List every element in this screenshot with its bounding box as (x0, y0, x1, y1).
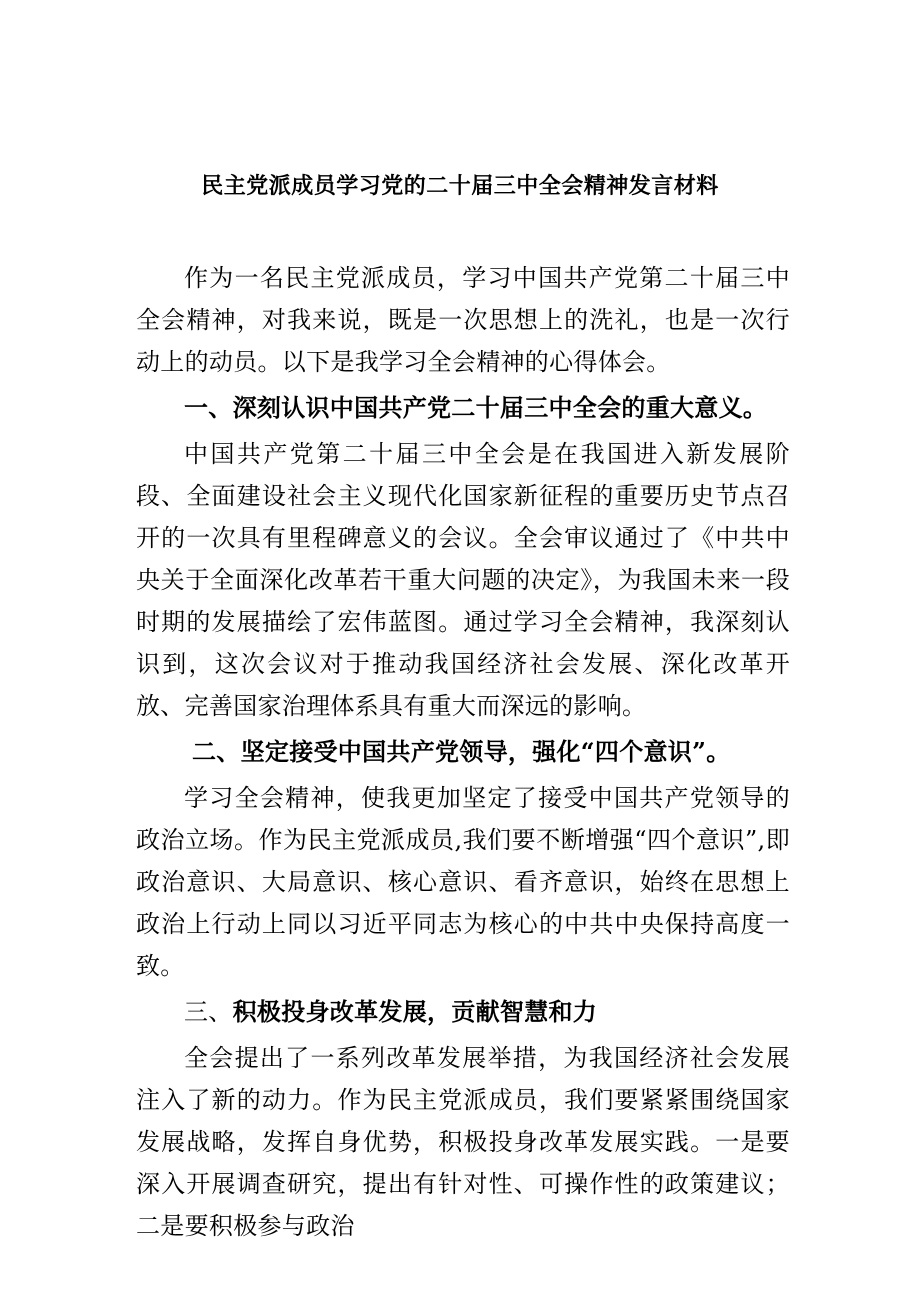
intro-paragraph: 作为一名民主党派成员，学习中国共产党第二十届三中全会精神，对我来说，既是一次思想上的洗礼，也是一次行动上的动员。以下是我学习全会精神的心得体会。 (136, 264, 790, 376)
section-heading-3-prefix: 三、 (184, 998, 233, 1026)
document-body (136, 257, 790, 1247)
section-2-paragraph: 学习全会精神，使我更加坚定了接受中国共产党领导的政治立场。作为民主党派成员,我们要不断增强“四个意识”,即政治意识、大局意识、核心意识、看齐意识，始终在思想上政治上行动上同以习近平同志为核心的中共中央保持高度一致。 (136, 784, 790, 980)
section-3-paragraph: 全会提出了一系列改革发展举措，为我国经济社会发展注入了新的动力。作为民主党派成员，我们要紧紧围绕国家发展战略，发挥自身优势，积极投身改革发展实践。一是要深入开展调查研究，提出有针对性、可操作性的政策建议；二是要积极参与政治 (136, 1044, 790, 1240)
document-title: 民主党派成员学习党的二十届三中全会精神发言材料 (201, 173, 719, 199)
section-heading-2: 二、坚定接受中国共产党领导，强化“四个意识”。 (192, 737, 731, 766)
section-heading-3-text: 积极投身改革发展，贡献智慧和力 (232, 997, 598, 1026)
section-heading-1: 一、深刻认识中国共产党二十届三中全会的重大意义。 (184, 393, 768, 422)
section-1-paragraph: 中国共产党第二十届三中全会是在我国进入新发展阶段、全面建设社会主义现代化国家新征程的重要历史节点召开的一次具有里程碑意义的会议。全会审议通过了《中共中央关于全面深化改革若干重大问题的决定》，为我国未来一段时期的发展描绘了宏伟蓝图。通过学习全会精神，我深刻认识到，这次会议对于推动我国经济社会发展、深化改革开放、完善国家治理体系具有重大而深远的影响。 (136, 440, 790, 720)
section-heading-3 (136, 991, 790, 1033)
